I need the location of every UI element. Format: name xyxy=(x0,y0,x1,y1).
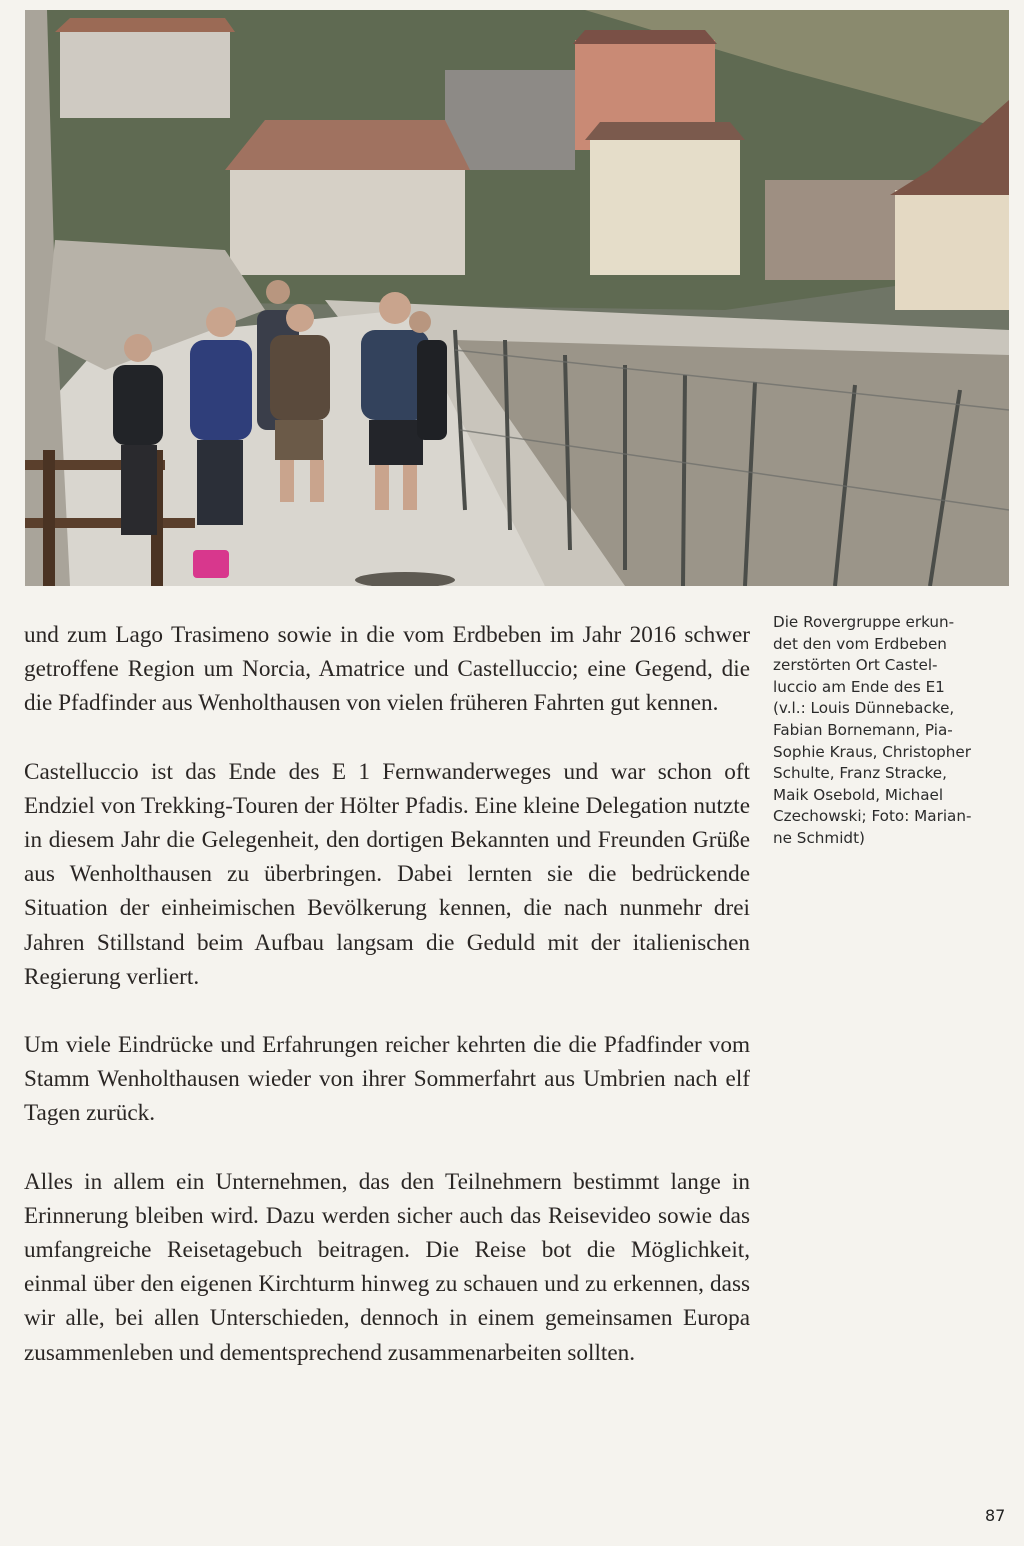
photo-illustration xyxy=(25,10,1009,586)
paragraph: Castelluccio ist das Ende des E 1 Fernwanderweges und war schon oft Endziel von Trekking-Touren der Hölter Pfadis. Eine kleine Delegation nutzte in diesem Jahr die Gelegenheit, den dortigen Bekannten und Freunden Grüße aus Wenholthausen zu überbringen. Dabei lernten sie die bedrückende Situation der einheimischen Bevölkerung kennen, die nach nunmehr drei Jahren Stillstand beim Aufbau langsam die Geduld mit der italienischen Regierung verliert. xyxy=(24,758,750,990)
photo-caption: Die Rovergruppe erkun- det den vom Erdbeben zerstörten Ort Castel- luccio am Ende des E1 (v.l.: Louis Dünnebacke, Fabian Bornemann, Pia- Sophie Kraus, Christopher Schulte, Franz Stracke, Maik Osebold, Michael Czechowski; Foto: Marian- ne Schmidt) xyxy=(773,613,972,847)
page-number: 87 xyxy=(985,1506,1006,1525)
paragraph: Alles in allem ein Unternehmen, das den Teilnehmern bestimmt lange in Erinnerung bleiben wird. Dazu werden sicher auch das Reisevideo sowie das umfangreiche Reisetagebuch beitragen. Die Reise bot die Möglichkeit, einmal über den eigenen Kirchturm hinweg zu schauen und zu erkennen, dass wir alle, bei allen Unterschieden, dennoch in einem gemeinsamen Europa zusammenleben und dementsprechend zusammenarbeiten sollten. xyxy=(24,1168,750,1366)
paragraph: und zum Lago Trasimeno sowie in die vom Erdbeben im Jahr 2016 schwer getroffene Region um Norcia, Amatrice und Castelluccio; eine Gegend, die die Pfadfinder aus Wenholthausen von vielen früheren Fahrten gut kennen. xyxy=(24,622,750,717)
article-photo xyxy=(25,10,1009,586)
paragraph: Um viele Eindrücke und Erfahrungen reicher kehrten die die Pfadfinder vom Stamm Wenholthausen wieder von ihrer Sommerfahrt aus Umbrien nach elf Tagen zurück. xyxy=(24,1032,750,1127)
article-body xyxy=(24,618,750,1404)
